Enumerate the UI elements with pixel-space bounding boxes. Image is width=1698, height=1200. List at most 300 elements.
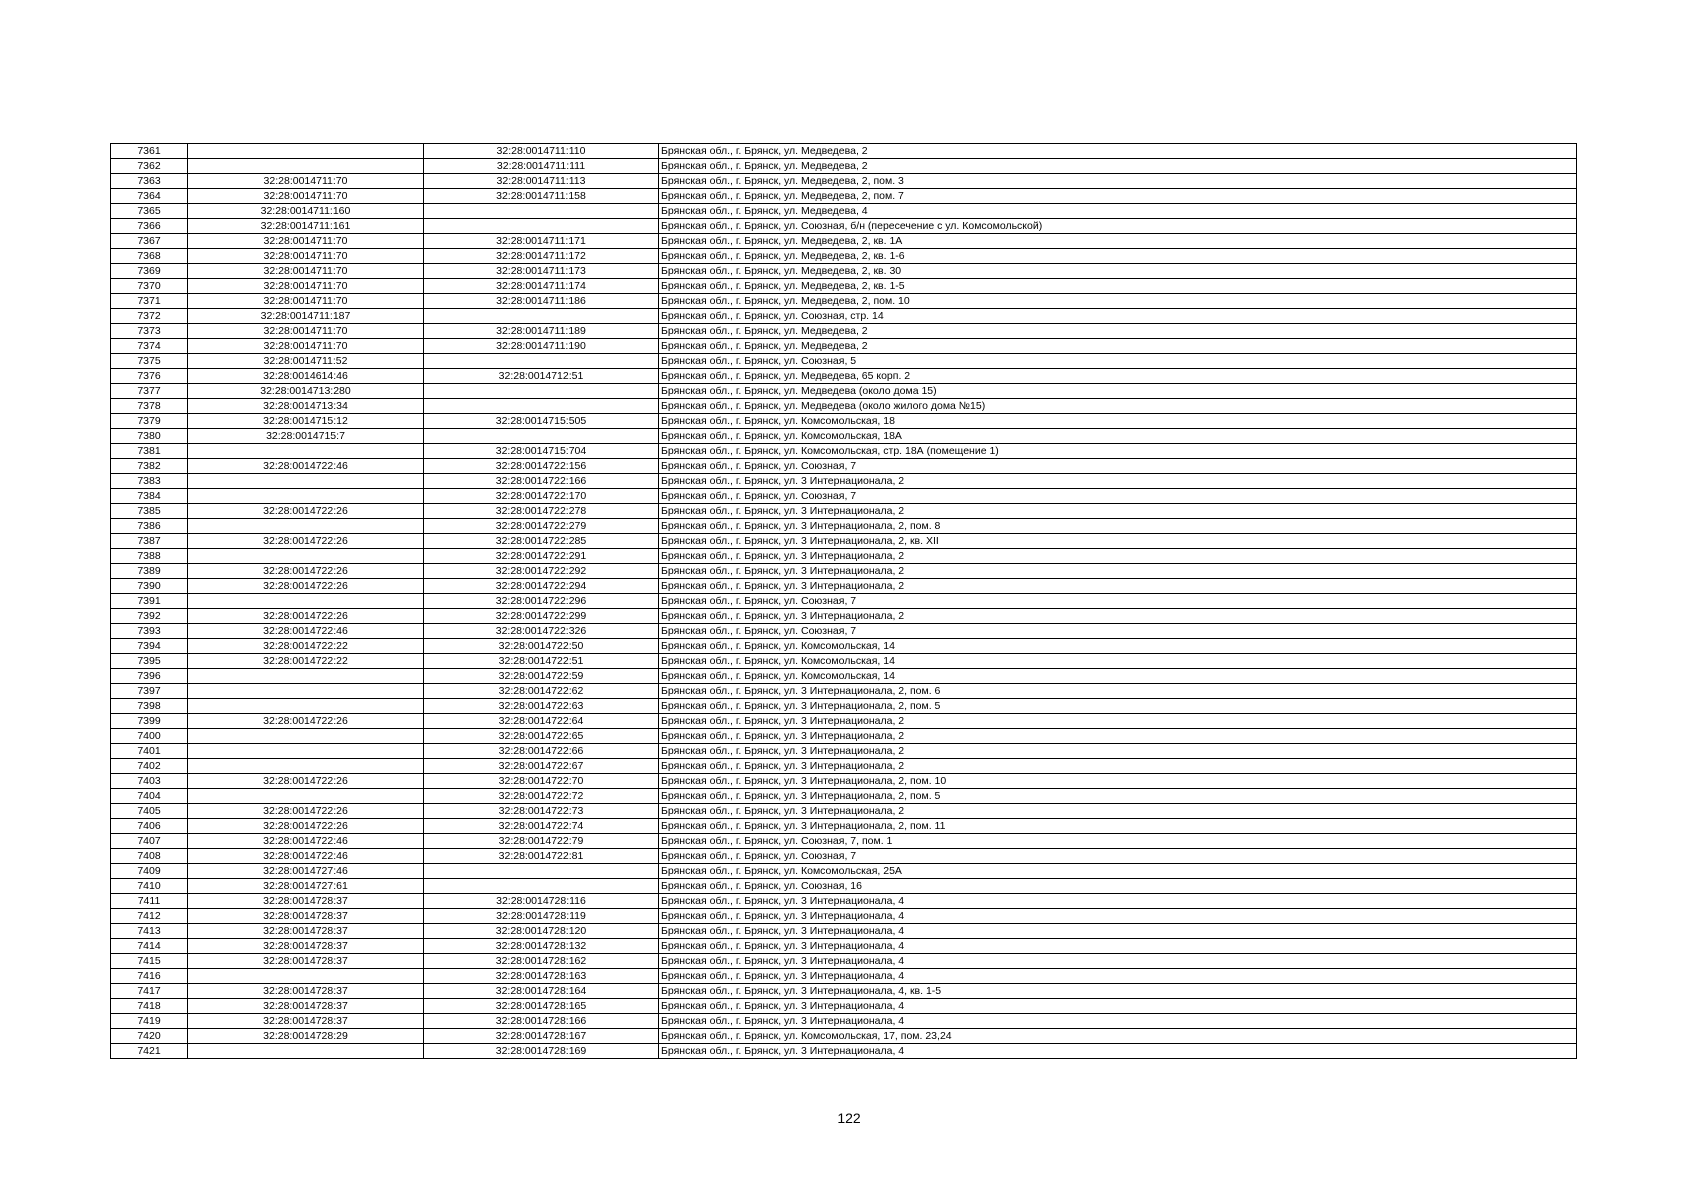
- parent-cadastral-cell: 32:28:0014728:37: [188, 1014, 424, 1029]
- address-cell: Брянская обл., г. Брянск, ул. Союзная, 7: [659, 624, 1577, 639]
- row-number-cell: 7361: [111, 144, 188, 159]
- parent-cadastral-cell: 32:28:0014728:37: [188, 984, 424, 999]
- address-cell: Брянская обл., г. Брянск, ул. Медведева, 2: [659, 339, 1577, 354]
- row-number-cell: 7388: [111, 549, 188, 564]
- table-row: [111, 534, 1577, 549]
- row-number-cell: 7374: [111, 339, 188, 354]
- address-cell: Брянская обл., г. Брянск, ул. 3 Интернационала, 2: [659, 474, 1577, 489]
- table-row: [111, 624, 1577, 639]
- row-number-cell: 7362: [111, 159, 188, 174]
- cadastral-number-cell: 32:28:0014722:63: [424, 699, 659, 714]
- address-cell: Брянская обл., г. Брянск, ул. 3 Интернационала, 2, кв. XII: [659, 534, 1577, 549]
- parent-cadastral-cell: 32:28:0014727:46: [188, 864, 424, 879]
- table-row: [111, 354, 1577, 369]
- address-cell: Брянская обл., г. Брянск, ул. Союзная, 7, пом. 1: [659, 834, 1577, 849]
- address-cell: Брянская обл., г. Брянск, ул. Медведева, 2, пом. 10: [659, 294, 1577, 309]
- parent-cadastral-cell: 32:28:0014722:26: [188, 504, 424, 519]
- table-row: [111, 1014, 1577, 1029]
- address-cell: Брянская обл., г. Брянск, ул. Союзная, 7: [659, 594, 1577, 609]
- parent-cadastral-cell: 32:28:0014722:26: [188, 564, 424, 579]
- row-number-cell: 7393: [111, 624, 188, 639]
- address-cell: Брянская обл., г. Брянск, ул. 3 Интернационала, 4: [659, 954, 1577, 969]
- parent-cadastral-cell: 32:28:0014728:29: [188, 1029, 424, 1044]
- row-number-cell: 7391: [111, 594, 188, 609]
- cadastral-number-cell: [424, 354, 659, 369]
- cadastral-number-cell: 32:28:0014728:164: [424, 984, 659, 999]
- row-number-cell: 7370: [111, 279, 188, 294]
- row-number-cell: 7404: [111, 789, 188, 804]
- parent-cadastral-cell: [188, 789, 424, 804]
- parent-cadastral-cell: 32:28:0014722:22: [188, 654, 424, 669]
- address-cell: Брянская обл., г. Брянск, ул. 3 Интернационала, 2, пом. 11: [659, 819, 1577, 834]
- row-number-cell: 7369: [111, 264, 188, 279]
- cadastral-number-cell: 32:28:0014711:113: [424, 174, 659, 189]
- cadastral-number-cell: 32:28:0014728:169: [424, 1044, 659, 1059]
- row-number-cell: 7378: [111, 399, 188, 414]
- table-row: [111, 999, 1577, 1014]
- row-number-cell: 7412: [111, 909, 188, 924]
- parent-cadastral-cell: 32:28:0014722:26: [188, 714, 424, 729]
- row-number-cell: 7381: [111, 444, 188, 459]
- parent-cadastral-cell: 32:28:0014711:70: [188, 324, 424, 339]
- parent-cadastral-cell: 32:28:0014728:37: [188, 909, 424, 924]
- row-number-cell: 7396: [111, 669, 188, 684]
- table-row: [111, 579, 1577, 594]
- cadastral-number-cell: 32:28:0014722:67: [424, 759, 659, 774]
- parent-cadastral-cell: 32:28:0014715:12: [188, 414, 424, 429]
- row-number-cell: 7399: [111, 714, 188, 729]
- parent-cadastral-cell: 32:28:0014722:26: [188, 774, 424, 789]
- address-cell: Брянская обл., г. Брянск, ул. Союзная, 7: [659, 849, 1577, 864]
- cadastral-number-cell: 32:28:0014722:79: [424, 834, 659, 849]
- table-row: [111, 444, 1577, 459]
- table-row: [111, 819, 1577, 834]
- row-number-cell: 7398: [111, 699, 188, 714]
- cadastral-number-cell: 32:28:0014728:166: [424, 1014, 659, 1029]
- address-cell: Брянская обл., г. Брянск, ул. Медведева, 2, пом. 7: [659, 189, 1577, 204]
- cadastral-number-cell: 32:28:0014722:73: [424, 804, 659, 819]
- parent-cadastral-cell: 32:28:0014711:187: [188, 309, 424, 324]
- row-number-cell: 7365: [111, 204, 188, 219]
- address-cell: Брянская обл., г. Брянск, ул. Медведева, 2, кв. 1-6: [659, 249, 1577, 264]
- parent-cadastral-cell: [188, 744, 424, 759]
- row-number-cell: 7366: [111, 219, 188, 234]
- cadastral-number-cell: 32:28:0014711:172: [424, 249, 659, 264]
- row-number-cell: 7400: [111, 729, 188, 744]
- parent-cadastral-cell: 32:28:0014711:70: [188, 234, 424, 249]
- row-number-cell: 7408: [111, 849, 188, 864]
- parent-cadastral-cell: [188, 159, 424, 174]
- parent-cadastral-cell: 32:28:0014722:22: [188, 639, 424, 654]
- parent-cadastral-cell: [188, 969, 424, 984]
- cadastral-number-cell: [424, 204, 659, 219]
- address-cell: Брянская обл., г. Брянск, ул. 3 Интернационала, 4: [659, 1044, 1577, 1059]
- table-row: [111, 414, 1577, 429]
- cadastral-number-cell: 32:28:0014722:62: [424, 684, 659, 699]
- cadastral-number-cell: 32:28:0014722:299: [424, 609, 659, 624]
- address-cell: Брянская обл., г. Брянск, ул. 3 Интернационала, 2, пом. 10: [659, 774, 1577, 789]
- parent-cadastral-cell: 32:28:0014727:61: [188, 879, 424, 894]
- address-cell: Брянская обл., г. Брянск, ул. 3 Интернационала, 2: [659, 729, 1577, 744]
- cadastral-number-cell: 32:28:0014711:173: [424, 264, 659, 279]
- parent-cadastral-cell: 32:28:0014713:34: [188, 399, 424, 414]
- address-cell: Брянская обл., г. Брянск, ул. 3 Интернационала, 2: [659, 504, 1577, 519]
- cadastral-number-cell: 32:28:0014722:51: [424, 654, 659, 669]
- address-cell: Брянская обл., г. Брянск, ул. 3 Интернационала, 2: [659, 579, 1577, 594]
- row-number-cell: 7390: [111, 579, 188, 594]
- table-row: [111, 744, 1577, 759]
- row-number-cell: 7394: [111, 639, 188, 654]
- table-row: [111, 699, 1577, 714]
- address-cell: Брянская обл., г. Брянск, ул. 3 Интернационала, 4: [659, 939, 1577, 954]
- parent-cadastral-cell: 32:28:0014713:280: [188, 384, 424, 399]
- cadastral-number-cell: 32:28:0014722:81: [424, 849, 659, 864]
- cadastral-number-cell: 32:28:0014711:190: [424, 339, 659, 354]
- cadastral-number-cell: [424, 879, 659, 894]
- address-cell: Брянская обл., г. Брянск, ул. 3 Интернационала, 2: [659, 549, 1577, 564]
- row-number-cell: 7382: [111, 459, 188, 474]
- cadastral-number-cell: 32:28:0014722:59: [424, 669, 659, 684]
- row-number-cell: 7375: [111, 354, 188, 369]
- row-number-cell: 7364: [111, 189, 188, 204]
- parent-cadastral-cell: 32:28:0014728:37: [188, 999, 424, 1014]
- cadastral-number-cell: 32:28:0014711:158: [424, 189, 659, 204]
- address-cell: Брянская обл., г. Брянск, ул. Медведева, 2, кв. 30: [659, 264, 1577, 279]
- table-row: [111, 654, 1577, 669]
- cadastral-number-cell: 32:28:0014728:167: [424, 1029, 659, 1044]
- table-row: [111, 249, 1577, 264]
- address-cell: Брянская обл., г. Брянск, ул. Медведева, 4: [659, 204, 1577, 219]
- table-row: [111, 324, 1577, 339]
- row-number-cell: 7389: [111, 564, 188, 579]
- table-row: [111, 234, 1577, 249]
- parent-cadastral-cell: 32:28:0014711:70: [188, 174, 424, 189]
- table-row: [111, 429, 1577, 444]
- address-cell: Брянская обл., г. Брянск, ул. Комсомольская, 14: [659, 654, 1577, 669]
- row-number-cell: 7410: [111, 879, 188, 894]
- table-row: [111, 924, 1577, 939]
- parent-cadastral-cell: 32:28:0014711:70: [188, 189, 424, 204]
- page-number: 122: [837, 1110, 861, 1126]
- parent-cadastral-cell: [188, 684, 424, 699]
- row-number-cell: 7384: [111, 489, 188, 504]
- parent-cadastral-cell: [188, 729, 424, 744]
- parent-cadastral-cell: 32:28:0014711:70: [188, 249, 424, 264]
- parent-cadastral-cell: 32:28:0014711:160: [188, 204, 424, 219]
- row-number-cell: 7402: [111, 759, 188, 774]
- address-cell: Брянская обл., г. Брянск, ул. 3 Интернационала, 4: [659, 969, 1577, 984]
- row-number-cell: 7411: [111, 894, 188, 909]
- row-number-cell: 7387: [111, 534, 188, 549]
- row-number-cell: 7363: [111, 174, 188, 189]
- table-row: [111, 789, 1577, 804]
- parent-cadastral-cell: 32:28:0014722:46: [188, 624, 424, 639]
- address-cell: Брянская обл., г. Брянск, ул. Комсомольская, 17, пом. 23,24: [659, 1029, 1577, 1044]
- table-row: [111, 399, 1577, 414]
- cadastral-number-cell: 32:28:0014728:162: [424, 954, 659, 969]
- row-number-cell: 7421: [111, 1044, 188, 1059]
- cadastral-number-cell: 32:28:0014728:163: [424, 969, 659, 984]
- row-number-cell: 7377: [111, 384, 188, 399]
- address-cell: Брянская обл., г. Брянск, ул. Союзная, 5: [659, 354, 1577, 369]
- table-row: [111, 804, 1577, 819]
- table-row: [111, 954, 1577, 969]
- cadastral-number-cell: 32:28:0014711:189: [424, 324, 659, 339]
- address-cell: Брянская обл., г. Брянск, ул. 3 Интернационала, 4: [659, 999, 1577, 1014]
- row-number-cell: 7416: [111, 969, 188, 984]
- address-cell: Брянская обл., г. Брянск, ул. 3 Интернационала, 2, пом. 8: [659, 519, 1577, 534]
- row-number-cell: 7414: [111, 939, 188, 954]
- address-cell: Брянская обл., г. Брянск, ул. 3 Интернационала, 2: [659, 804, 1577, 819]
- parent-cadastral-cell: 32:28:0014722:26: [188, 609, 424, 624]
- cadastral-number-cell: 32:28:0014722:285: [424, 534, 659, 549]
- cadastral-number-cell: 32:28:0014722:296: [424, 594, 659, 609]
- table-row: [111, 294, 1577, 309]
- table-row: [111, 159, 1577, 174]
- address-cell: Брянская обл., г. Брянск, ул. Медведева, 65 корп. 2: [659, 369, 1577, 384]
- table-row: [111, 339, 1577, 354]
- table-row: [111, 774, 1577, 789]
- table-row: [111, 864, 1577, 879]
- cadastral-number-cell: 32:28:0014722:326: [424, 624, 659, 639]
- cadastral-number-cell: 32:28:0014711:186: [424, 294, 659, 309]
- table-row: [111, 519, 1577, 534]
- row-number-cell: 7367: [111, 234, 188, 249]
- address-cell: Брянская обл., г. Брянск, ул. 3 Интернационала, 2, пом. 6: [659, 684, 1577, 699]
- table-row: [111, 894, 1577, 909]
- table-row: [111, 759, 1577, 774]
- parent-cadastral-cell: 32:28:0014614:46: [188, 369, 424, 384]
- cadastral-number-cell: [424, 429, 659, 444]
- row-number-cell: 7419: [111, 1014, 188, 1029]
- table-row: [111, 729, 1577, 744]
- registry-table-body: [111, 144, 1577, 1059]
- address-cell: Брянская обл., г. Брянск, ул. Медведева, 2: [659, 324, 1577, 339]
- cadastral-number-cell: 32:28:0014715:505: [424, 414, 659, 429]
- cadastral-number-cell: 32:28:0014712:51: [424, 369, 659, 384]
- parent-cadastral-cell: 32:28:0014711:70: [188, 294, 424, 309]
- address-cell: Брянская обл., г. Брянск, ул. Комсомольская, стр. 18А (помещение 1): [659, 444, 1577, 459]
- table-row: [111, 834, 1577, 849]
- address-cell: Брянская обл., г. Брянск, ул. 3 Интернационала, 4: [659, 909, 1577, 924]
- row-number-cell: 7409: [111, 864, 188, 879]
- address-cell: Брянская обл., г. Брянск, ул. Медведева, 2, кв. 1А: [659, 234, 1577, 249]
- cadastral-number-cell: 32:28:0014722:292: [424, 564, 659, 579]
- row-number-cell: 7395: [111, 654, 188, 669]
- registry-table: [110, 143, 1577, 1059]
- address-cell: Брянская обл., г. Брянск, ул. 3 Интернационала, 2: [659, 759, 1577, 774]
- table-row: [111, 639, 1577, 654]
- table-row: [111, 549, 1577, 564]
- row-number-cell: 7371: [111, 294, 188, 309]
- parent-cadastral-cell: [188, 549, 424, 564]
- row-number-cell: 7368: [111, 249, 188, 264]
- address-cell: Брянская обл., г. Брянск, ул. 3 Интернационала, 4: [659, 924, 1577, 939]
- table-row: [111, 474, 1577, 489]
- table-row: [111, 939, 1577, 954]
- table-row: [111, 594, 1577, 609]
- table-row: [111, 909, 1577, 924]
- cadastral-number-cell: [424, 309, 659, 324]
- parent-cadastral-cell: 32:28:0014728:37: [188, 954, 424, 969]
- cadastral-number-cell: 32:28:0014711:174: [424, 279, 659, 294]
- parent-cadastral-cell: [188, 519, 424, 534]
- row-number-cell: 7383: [111, 474, 188, 489]
- table-row: [111, 1044, 1577, 1059]
- cadastral-number-cell: 32:28:0014728:165: [424, 999, 659, 1014]
- table-row: [111, 204, 1577, 219]
- cadastral-number-cell: [424, 864, 659, 879]
- cadastral-number-cell: 32:28:0014711:110: [424, 144, 659, 159]
- address-cell: Брянская обл., г. Брянск, ул. 3 Интернационала, 4: [659, 1014, 1577, 1029]
- cadastral-number-cell: 32:28:0014722:156: [424, 459, 659, 474]
- cadastral-number-cell: 32:28:0014722:291: [424, 549, 659, 564]
- parent-cadastral-cell: [188, 144, 424, 159]
- cadastral-number-cell: 32:28:0014722:72: [424, 789, 659, 804]
- parent-cadastral-cell: 32:28:0014722:46: [188, 849, 424, 864]
- parent-cadastral-cell: 32:28:0014722:26: [188, 534, 424, 549]
- row-number-cell: 7407: [111, 834, 188, 849]
- parent-cadastral-cell: 32:28:0014711:70: [188, 264, 424, 279]
- cadastral-number-cell: 32:28:0014711:171: [424, 234, 659, 249]
- address-cell: Брянская обл., г. Брянск, ул. Союзная, б/н (пересечение с ул. Комсомольской): [659, 219, 1577, 234]
- parent-cadastral-cell: 32:28:0014728:37: [188, 894, 424, 909]
- cadastral-number-cell: 32:28:0014722:294: [424, 579, 659, 594]
- table-row: [111, 384, 1577, 399]
- parent-cadastral-cell: [188, 474, 424, 489]
- address-cell: Брянская обл., г. Брянск, ул. Медведева (около дома 15): [659, 384, 1577, 399]
- table-row: [111, 279, 1577, 294]
- parent-cadastral-cell: 32:28:0014728:37: [188, 939, 424, 954]
- row-number-cell: 7373: [111, 324, 188, 339]
- table-row: [111, 609, 1577, 624]
- address-cell: Брянская обл., г. Брянск, ул. Комсомольская, 14: [659, 639, 1577, 654]
- parent-cadastral-cell: [188, 1044, 424, 1059]
- row-number-cell: 7420: [111, 1029, 188, 1044]
- table-row: [111, 879, 1577, 894]
- address-cell: Брянская обл., г. Брянск, ул. Союзная, 7: [659, 489, 1577, 504]
- parent-cadastral-cell: 32:28:0014722:26: [188, 579, 424, 594]
- table-row: [111, 504, 1577, 519]
- address-cell: Брянская обл., г. Брянск, ул. Комсомольская, 14: [659, 669, 1577, 684]
- parent-cadastral-cell: 32:28:0014711:70: [188, 279, 424, 294]
- row-number-cell: 7392: [111, 609, 188, 624]
- cadastral-number-cell: 32:28:0014722:278: [424, 504, 659, 519]
- address-cell: Брянская обл., г. Брянск, ул. Комсомольская, 25А: [659, 864, 1577, 879]
- parent-cadastral-cell: [188, 759, 424, 774]
- address-cell: Брянская обл., г. Брянск, ул. 3 Интернационала, 2: [659, 564, 1577, 579]
- parent-cadastral-cell: [188, 594, 424, 609]
- row-number-cell: 7386: [111, 519, 188, 534]
- parent-cadastral-cell: 32:28:0014711:70: [188, 339, 424, 354]
- row-number-cell: 7376: [111, 369, 188, 384]
- row-number-cell: 7405: [111, 804, 188, 819]
- cadastral-number-cell: 32:28:0014711:111: [424, 159, 659, 174]
- table-row: [111, 489, 1577, 504]
- cadastral-number-cell: 32:28:0014722:170: [424, 489, 659, 504]
- cadastral-number-cell: 32:28:0014722:70: [424, 774, 659, 789]
- table-row: [111, 459, 1577, 474]
- address-cell: Брянская обл., г. Брянск, ул. 3 Интернационала, 2: [659, 744, 1577, 759]
- address-cell: Брянская обл., г. Брянск, ул. Медведева, 2: [659, 144, 1577, 159]
- cadastral-number-cell: 32:28:0014722:279: [424, 519, 659, 534]
- parent-cadastral-cell: 32:28:0014711:52: [188, 354, 424, 369]
- parent-cadastral-cell: [188, 444, 424, 459]
- row-number-cell: 7403: [111, 774, 188, 789]
- row-number-cell: 7406: [111, 819, 188, 834]
- parent-cadastral-cell: 32:28:0014722:46: [188, 459, 424, 474]
- table-row: [111, 219, 1577, 234]
- table-row: [111, 684, 1577, 699]
- cadastral-number-cell: [424, 219, 659, 234]
- cadastral-number-cell: 32:28:0014728:116: [424, 894, 659, 909]
- parent-cadastral-cell: 32:28:0014722:26: [188, 804, 424, 819]
- row-number-cell: 7379: [111, 414, 188, 429]
- cadastral-number-cell: 32:28:0014722:66: [424, 744, 659, 759]
- address-cell: Брянская обл., г. Брянск, ул. Комсомольская, 18А: [659, 429, 1577, 444]
- parent-cadastral-cell: [188, 489, 424, 504]
- row-number-cell: 7417: [111, 984, 188, 999]
- parent-cadastral-cell: 32:28:0014715:7: [188, 429, 424, 444]
- table-row: [111, 969, 1577, 984]
- table-row: [111, 984, 1577, 999]
- row-number-cell: 7413: [111, 924, 188, 939]
- parent-cadastral-cell: 32:28:0014728:37: [188, 924, 424, 939]
- address-cell: Брянская обл., г. Брянск, ул. Союзная, стр. 14: [659, 309, 1577, 324]
- address-cell: Брянская обл., г. Брянск, ул. Союзная, 7: [659, 459, 1577, 474]
- address-cell: Брянская обл., г. Брянск, ул. Медведева (около жилого дома №15): [659, 399, 1577, 414]
- table-row: [111, 189, 1577, 204]
- table-row: [111, 174, 1577, 189]
- row-number-cell: 7415: [111, 954, 188, 969]
- address-cell: Брянская обл., г. Брянск, ул. 3 Интернационала, 4, кв. 1-5: [659, 984, 1577, 999]
- cadastral-number-cell: 32:28:0014722:74: [424, 819, 659, 834]
- parent-cadastral-cell: 32:28:0014711:161: [188, 219, 424, 234]
- address-cell: Брянская обл., г. Брянск, ул. 3 Интернационала, 2: [659, 609, 1577, 624]
- cadastral-number-cell: 32:28:0014715:704: [424, 444, 659, 459]
- table-row: [111, 369, 1577, 384]
- address-cell: Брянская обл., г. Брянск, ул. Медведева, 2: [659, 159, 1577, 174]
- row-number-cell: 7401: [111, 744, 188, 759]
- table-row: [111, 144, 1577, 159]
- table-row: [111, 714, 1577, 729]
- cadastral-number-cell: 32:28:0014722:65: [424, 729, 659, 744]
- table-row: [111, 849, 1577, 864]
- address-cell: Брянская обл., г. Брянск, ул. Медведева, 2, кв. 1-5: [659, 279, 1577, 294]
- parent-cadastral-cell: 32:28:0014722:46: [188, 834, 424, 849]
- address-cell: Брянская обл., г. Брянск, ул. Медведева, 2, пом. 3: [659, 174, 1577, 189]
- table-row: [111, 669, 1577, 684]
- address-cell: Брянская обл., г. Брянск, ул. 3 Интернационала, 2: [659, 714, 1577, 729]
- address-cell: Брянская обл., г. Брянск, ул. 3 Интернационала, 4: [659, 894, 1577, 909]
- table-row: [111, 1029, 1577, 1044]
- cadastral-number-cell: [424, 399, 659, 414]
- address-cell: Брянская обл., г. Брянск, ул. 3 Интернационала, 2, пом. 5: [659, 699, 1577, 714]
- cadastral-number-cell: 32:28:0014728:132: [424, 939, 659, 954]
- parent-cadastral-cell: 32:28:0014722:26: [188, 819, 424, 834]
- cadastral-number-cell: 32:28:0014728:120: [424, 924, 659, 939]
- row-number-cell: 7385: [111, 504, 188, 519]
- cadastral-number-cell: [424, 384, 659, 399]
- cadastral-number-cell: 32:28:0014722:64: [424, 714, 659, 729]
- address-cell: Брянская обл., г. Брянск, ул. 3 Интернационала, 2, пом. 5: [659, 789, 1577, 804]
- parent-cadastral-cell: [188, 699, 424, 714]
- table-row: [111, 264, 1577, 279]
- cadastral-number-cell: 32:28:0014728:119: [424, 909, 659, 924]
- cadastral-number-cell: 32:28:0014722:50: [424, 639, 659, 654]
- table-row: [111, 309, 1577, 324]
- cadastral-number-cell: 32:28:0014722:166: [424, 474, 659, 489]
